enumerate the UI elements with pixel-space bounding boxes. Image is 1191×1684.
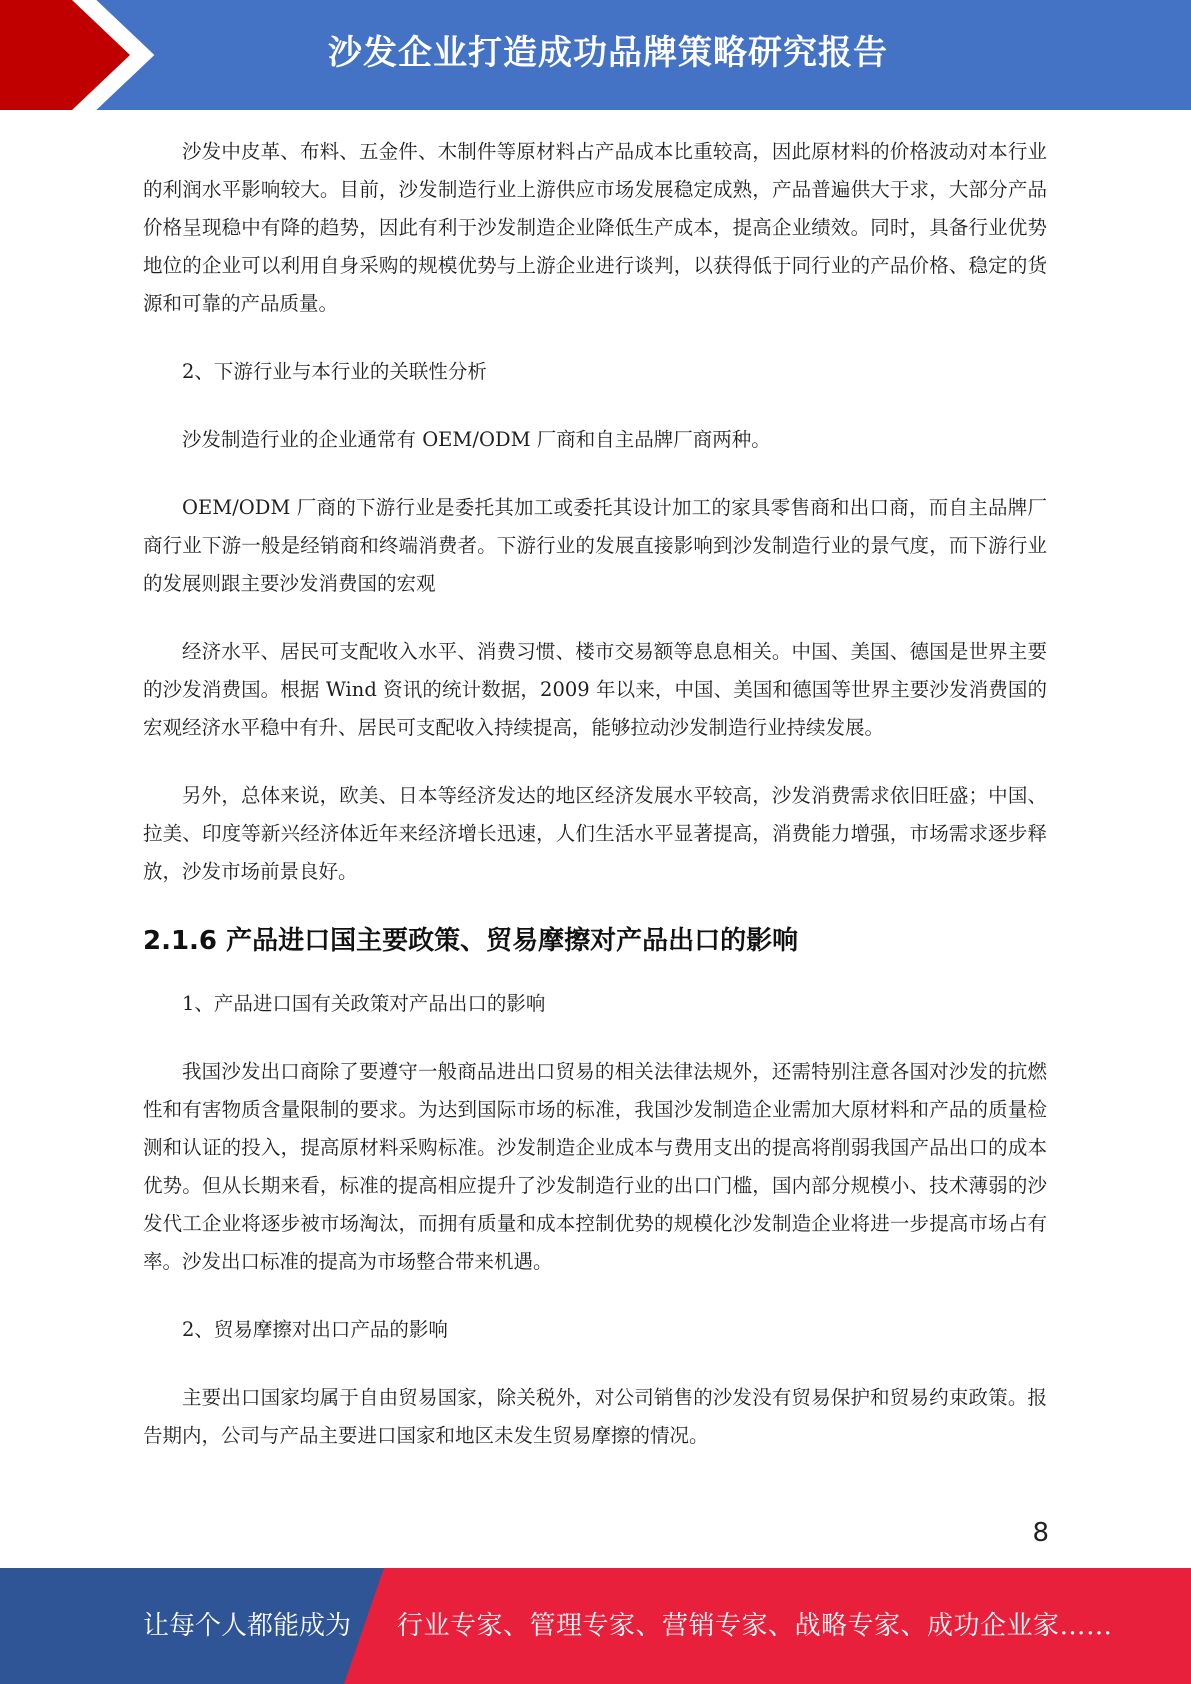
paragraph-manufacturer-types: 沙发制造行业的企业通常有 OEM/ODM 厂商和自主品牌厂商两种。 [182,428,771,451]
subheading-import-policy: 1、产品进口国有关政策对产品出口的影响 [182,992,546,1015]
subheading-trade-friction: 2、贸易摩擦对出口产品的影响 [182,1318,448,1341]
footer-slogan-right: 行业专家、管理专家、营销专家、战略专家、成功企业家…… [397,1611,1113,1641]
paragraph-market-outlook: 另外，总体来说，欧美、日本等经济发达的地区经济发展水平较高，沙发消费需求依旧旺盛；中国、拉美、印度等新兴经济体近年来经济增长迅速，人们生活水平显著提高，消费能力增强，市场需求逐步释放，沙发市场前景良好。 [143,784,1047,883]
page-header [0,0,1191,110]
section-title: 2.1.6 产品进口国主要政策、贸易摩擦对产品出口的影响 [143,926,799,956]
footer-slogan-left: 让每个人都能成为 [143,1611,352,1641]
paragraph-free-trade: 主要出口国家均属于自由贸易国家，除关税外，对公司销售的沙发没有贸易保护和贸易约束政策。报告期内，公司与产品主要进口国家和地区未发生贸易摩擦的情况。 [143,1386,1047,1447]
page-content [143,133,1047,1485]
page-footer [0,1568,1191,1684]
paragraph-export-standards: 我国沙发出口商除了要遵守一般商品进出口贸易的相关法律法规外，还需特别注意各国对沙发的抗燃性和有害物质含量限制的要求。为达到国际市场的标准，我国沙发制造企业需加大原材料和产品的质量检测和认证的投入，提高原材料采购标准。沙发制造企业成本与费用支出的提高将削弱我国产品出口的成本优势。但从长期来看，标准的提高相应提升了沙发制造行业的出口门槛，国内部分规模小、技术薄弱的沙发代工企业将逐步被市场淘汰，而拥有质量和成本控制优势的规模化沙发制造企业将进一步提高市场占有率。沙发出口标准的提高为市场整合带来机遇。 [143,1060,1047,1273]
report-title: 沙发企业打造成功品牌策略研究报告 [328,33,888,73]
paragraph-oem-downstream: OEM/ODM 厂商的下游行业是委托其加工或委托其设计加工的家具零售商和出口商，而自主品牌厂商行业下游一般是经销商和终端消费者。下游行业的发展直接影响到沙发制造行业的景气度，而下游行业的发展则跟主要沙发消费国的宏观 [143,496,1047,595]
subheading-downstream: 2、下游行业与本行业的关联性分析 [182,360,487,383]
paragraph-upstream-materials: 沙发中皮革、布料、五金件、木制件等原材料占产品成本比重较高，因此原材料的价格波动对本行业的利润水平影响较大。目前，沙发制造行业上游供应市场发展稳定成熟，产品普遍供大于求，大部分产品价格呈现稳中有降的趋势，因此有利于沙发制造企业降低生产成本，提高企业绩效。同时，具备行业优势地位的企业可以利用自身采购的规模优势与上游企业进行谈判，以获得低于同行业的产品价格、稳定的货源和可靠的产品质量。 [143,140,1047,315]
paragraph-economy: 经济水平、居民可支配收入水平、消费习惯、楼市交易额等息息相关。中国、美国、德国是世界主要的沙发消费国。根据 Wind 资讯的统计数据，2009 年以来，中国、美国和德国等世界主要沙发消费国的宏观经济水平稳中有升、居民可支配收入持续提高，能够拉动沙发制造行业持续发展。 [143,640,1047,739]
page-number: 8 [1032,1518,1049,1548]
